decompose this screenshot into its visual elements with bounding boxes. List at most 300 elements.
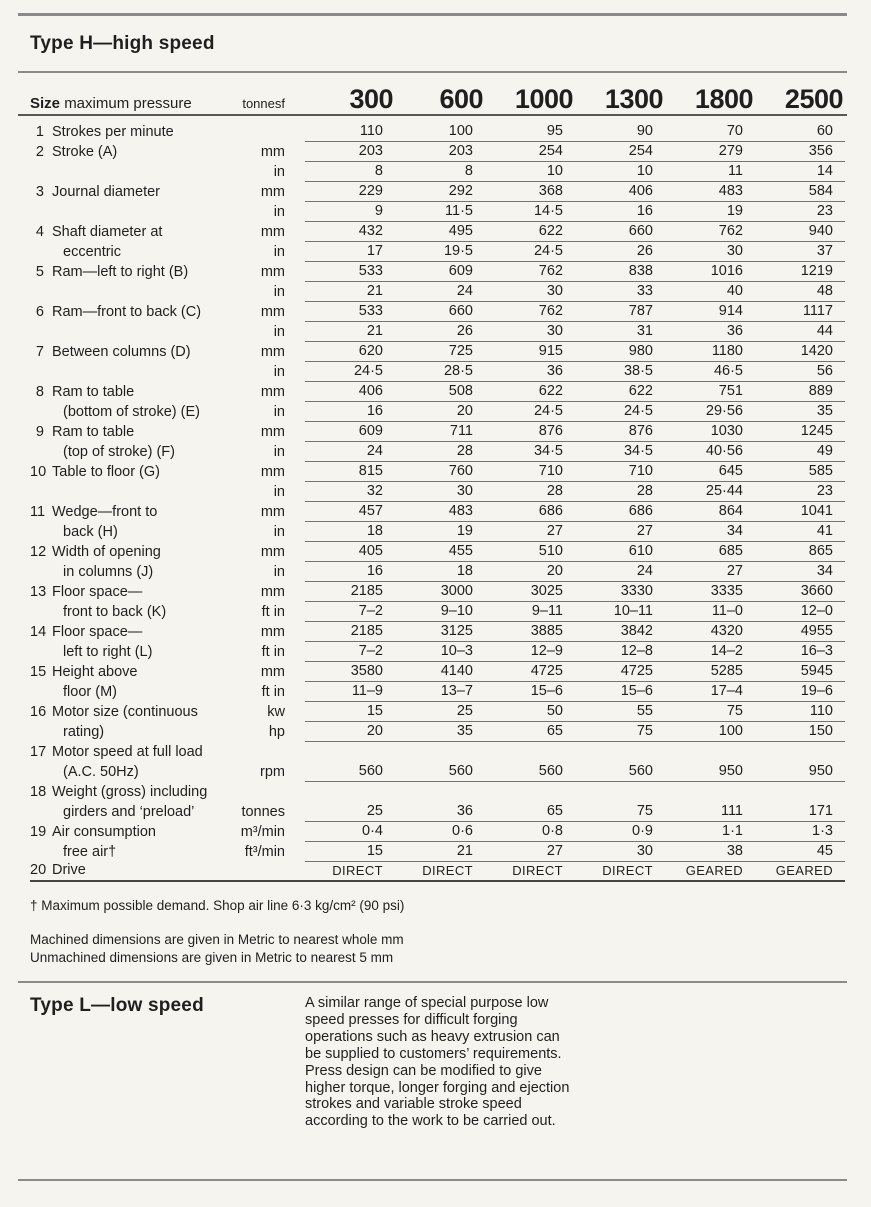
row-unit: hp	[268, 724, 285, 740]
table-line	[30, 142, 845, 162]
row-values	[305, 461, 845, 482]
row-values	[305, 821, 845, 842]
row-label: Stroke (A)	[52, 144, 118, 160]
value-cell: 560	[358, 763, 383, 779]
row-unit: in	[273, 324, 285, 340]
row-number	[30, 740, 44, 742]
value-cell: 40	[726, 283, 743, 299]
row-number: 7	[35, 344, 44, 360]
value-cell: 21	[456, 843, 473, 859]
value-cell: DIRECT	[332, 863, 383, 878]
row-values	[305, 561, 845, 582]
row-values	[305, 701, 845, 722]
value-cell: 405	[358, 543, 383, 559]
row-values	[305, 581, 845, 602]
value-cell: 254	[628, 143, 653, 159]
row-unit: mm	[260, 664, 285, 680]
value-cell: 29·56	[705, 403, 743, 419]
value-cell: 1245	[800, 423, 833, 439]
value-cell: 20	[366, 723, 383, 739]
value-cell: 18	[456, 563, 473, 579]
value-cell: 660	[448, 303, 473, 319]
value-cell: 14	[816, 163, 833, 179]
row-number	[30, 220, 44, 222]
value-cell: 18	[366, 523, 383, 539]
value-cell: 3025	[530, 583, 563, 599]
row-values	[305, 541, 845, 562]
value-cell: 762	[718, 223, 743, 239]
row-values	[305, 161, 845, 182]
row-label: floor (M)	[63, 684, 117, 700]
row-values	[305, 141, 845, 162]
value-cell: 150	[808, 723, 833, 739]
row-unit: mm	[260, 584, 285, 600]
row-values	[305, 441, 845, 462]
row-number: 16	[30, 704, 47, 720]
table-line	[30, 362, 845, 382]
row-number	[30, 700, 44, 702]
row-number	[30, 300, 44, 302]
table-line	[30, 182, 845, 202]
row-unit: ft in	[261, 684, 285, 700]
value-cell: 9	[374, 203, 383, 219]
size-label: Size	[30, 95, 61, 112]
row-unit: in	[273, 444, 285, 460]
table-line	[30, 562, 845, 582]
row-unit: mm	[260, 504, 285, 520]
value-cell: 15	[366, 843, 383, 859]
row-number: 9	[35, 424, 44, 440]
table-line	[30, 802, 845, 822]
value-cell: 279	[718, 143, 743, 159]
row-unit: kw	[267, 704, 285, 720]
row-label: Between columns (D)	[52, 344, 191, 360]
pressure-unit-header: tonnesf	[242, 96, 285, 111]
value-cell: 508	[448, 383, 473, 399]
row-label	[44, 500, 235, 502]
table-line	[30, 682, 845, 702]
value-cell: 11–9	[351, 683, 383, 699]
value-cell: 368	[538, 183, 563, 199]
table-line	[30, 602, 845, 622]
top-rule	[18, 13, 847, 16]
value-cell: 495	[448, 223, 473, 239]
value-cell: 24·5	[623, 403, 653, 419]
value-cell: 23	[816, 203, 833, 219]
value-cell: 21	[366, 323, 383, 339]
value-cell: 760	[448, 463, 473, 479]
table-line	[30, 642, 845, 662]
value-cell: 725	[448, 343, 473, 359]
value-cell: 21	[366, 283, 383, 299]
value-cell: 70	[726, 123, 743, 139]
row-label: Ram to table	[52, 384, 135, 400]
value-cell: 1180	[711, 343, 743, 359]
row-label: (A.C. 50Hz)	[63, 764, 139, 780]
value-cell: 3330	[620, 583, 653, 599]
value-cell: 5945	[800, 663, 833, 679]
value-cell: 34·5	[533, 443, 563, 459]
table-line	[30, 302, 845, 322]
row-label: Motor size (continuous	[52, 704, 198, 720]
row-number: 8	[35, 384, 44, 400]
row-values	[305, 341, 845, 362]
dagger-footnote: † Maximum possible demand. Shop air line 6·3 kg/cm² (90 psi)	[30, 898, 405, 913]
value-cell: 610	[628, 543, 653, 559]
value-cell: 406	[628, 183, 653, 199]
value-cell: 0·9	[632, 823, 653, 839]
bottom-rule	[18, 1179, 847, 1181]
row-unit: mm	[260, 264, 285, 280]
value-cell: 10	[636, 163, 653, 179]
table-line	[30, 342, 845, 362]
value-cell: 26	[636, 243, 653, 259]
row-unit: ft³/min	[244, 844, 285, 860]
value-cell: 0·4	[362, 823, 383, 839]
row-label	[44, 180, 235, 182]
value-cell: 65	[546, 803, 563, 819]
table-line	[30, 462, 845, 482]
table-line	[30, 422, 845, 442]
value-cell: 560	[538, 763, 563, 779]
row-number: 20	[30, 862, 47, 878]
row-values	[305, 521, 845, 542]
value-cell: 1016	[710, 263, 743, 279]
value-cell: 510	[538, 543, 563, 559]
size-header-1000: 1000	[514, 84, 573, 114]
value-cell: 229	[358, 183, 383, 199]
row-unit: ft in	[261, 644, 285, 660]
value-cell: 19	[456, 523, 473, 539]
value-cell: 36	[726, 323, 743, 339]
table-line	[30, 502, 845, 522]
value-cell: 15–6	[530, 683, 563, 699]
row-unit: in	[273, 564, 285, 580]
value-cell: 44	[816, 323, 833, 339]
table-line	[30, 542, 845, 562]
row-label: Ram—left to right (B)	[52, 264, 189, 280]
row-label: in columns (J)	[63, 564, 154, 580]
row-label: Shaft diameter at	[52, 224, 163, 240]
row-unit: mm	[260, 144, 285, 160]
value-cell: 762	[538, 263, 563, 279]
row-unit: mm	[260, 384, 285, 400]
value-cell: 38	[726, 843, 743, 859]
row-number	[30, 460, 44, 462]
value-cell: 33	[636, 283, 653, 299]
value-cell: 100	[448, 123, 473, 139]
row-values	[305, 281, 845, 302]
row-unit: in	[273, 404, 285, 420]
value-cell: 17–4	[710, 683, 743, 699]
row-values	[305, 761, 845, 782]
row-unit: mm	[260, 224, 285, 240]
value-cell: 10–3	[440, 643, 473, 659]
row-number	[30, 260, 44, 262]
row-label: girders and ‘preload’	[63, 804, 195, 820]
value-cell: 4140	[440, 663, 473, 679]
row-label: Floor space—	[52, 584, 143, 600]
value-cell: 10	[546, 163, 563, 179]
value-cell: 11·5	[445, 203, 473, 219]
row-label: Ram—front to back (C)	[52, 304, 202, 320]
value-cell: 1·3	[812, 823, 833, 839]
value-cell: 36	[456, 803, 473, 819]
row-label: Weight (gross) including	[52, 784, 208, 800]
row-number: 6	[35, 304, 44, 320]
table-line	[30, 482, 845, 502]
value-cell: 30	[546, 283, 563, 299]
row-label	[44, 340, 235, 342]
value-cell: 27	[726, 563, 743, 579]
row-unit: mm	[260, 344, 285, 360]
row-values	[305, 421, 845, 442]
row-label: eccentric	[63, 244, 122, 260]
value-cell: 686	[628, 503, 653, 519]
row-unit: mm	[260, 464, 285, 480]
row-label: Air consumption	[52, 824, 156, 840]
size-label-rest: maximum pressure	[64, 95, 192, 112]
row-label	[44, 380, 235, 382]
header-top-rule	[18, 71, 847, 73]
value-cell: 7–2	[358, 603, 383, 619]
value-cell: 46·5	[713, 363, 743, 379]
value-cell: 20	[456, 403, 473, 419]
row-number: 18	[30, 784, 47, 800]
value-cell: 751	[718, 383, 743, 399]
value-cell: 620	[358, 343, 383, 359]
value-cell: 15–6	[620, 683, 653, 699]
value-cell: 19	[726, 203, 743, 219]
value-cell: 171	[808, 803, 833, 819]
row-values	[305, 661, 845, 682]
size-header-300: 300	[349, 84, 393, 114]
value-cell: 356	[808, 143, 833, 159]
value-cell: 16–3	[800, 643, 833, 659]
row-values	[305, 481, 845, 502]
value-cell: 710	[538, 463, 563, 479]
table-line	[30, 782, 845, 802]
section-l-paragraph: A similar range of special purpose low speed presses for difficult forging operations such as heavy extrusion can be supplied to customers’ requirements. Press design can be modified to give higher torque, longer forging and ejection strokes and variable stroke speed according to the work to be carried out.	[305, 995, 570, 1130]
spec-table-header	[30, 84, 845, 114]
row-number	[30, 660, 44, 662]
value-cell: 56	[816, 363, 833, 379]
value-cell: 838	[628, 263, 653, 279]
table-line	[30, 822, 845, 842]
value-cell: 34	[816, 563, 833, 579]
value-cell: 16	[636, 203, 653, 219]
row-number: 12	[30, 544, 47, 560]
row-number: 4	[35, 224, 44, 240]
row-unit: mm	[260, 624, 285, 640]
value-cell: 35	[816, 403, 833, 419]
row-unit: in	[273, 204, 285, 220]
row-values	[305, 862, 845, 880]
table-line	[30, 762, 845, 782]
value-cell: 19–6	[800, 683, 833, 699]
row-label: Table to floor (G)	[52, 464, 160, 480]
value-cell: 203	[358, 143, 383, 159]
value-cell: 100	[718, 723, 743, 739]
value-cell: 34	[726, 523, 743, 539]
value-cell: 95	[546, 123, 563, 139]
size-column-header	[30, 95, 235, 112]
value-cell: 762	[538, 303, 563, 319]
value-cell: 915	[538, 343, 563, 359]
table-line	[30, 622, 845, 642]
value-cell: 622	[538, 223, 563, 239]
row-number: 10	[30, 464, 47, 480]
table-line	[30, 722, 845, 742]
spec-table-body	[30, 122, 845, 882]
value-cell: 75	[636, 723, 653, 739]
value-cell: 1·1	[722, 823, 743, 839]
value-cell: 26	[456, 323, 473, 339]
row-unit: mm	[260, 304, 285, 320]
row-label: front to back (K)	[63, 604, 167, 620]
value-cell: 111	[720, 803, 743, 819]
table-line	[30, 662, 845, 682]
row-unit: ft in	[261, 604, 285, 620]
value-cell: 865	[808, 543, 833, 559]
value-cell: 55	[636, 703, 653, 719]
value-cell: 11–0	[711, 603, 743, 619]
value-cell: 203	[448, 143, 473, 159]
row-number	[30, 380, 44, 382]
row-number	[30, 180, 44, 182]
value-cell: 30	[636, 843, 653, 859]
row-unit: in	[273, 364, 285, 380]
value-cell: 10–11	[613, 603, 653, 619]
row-number	[30, 340, 44, 342]
value-cell: 23	[816, 483, 833, 499]
row-unit: in	[273, 244, 285, 260]
value-cell: 560	[448, 763, 473, 779]
value-cell: 4725	[620, 663, 653, 679]
row-label: Motor speed at full load	[52, 744, 203, 760]
value-cell: 24·5	[533, 243, 563, 259]
value-cell: 1420	[800, 343, 833, 359]
row-number	[30, 780, 44, 782]
value-cell: 864	[718, 503, 743, 519]
value-cell: 292	[448, 183, 473, 199]
row-number: 14	[30, 624, 47, 640]
value-cell: 0·6	[452, 823, 473, 839]
value-cell: 24	[456, 283, 473, 299]
value-cell: 8	[464, 163, 473, 179]
value-cell: DIRECT	[512, 863, 563, 878]
value-cell: 3000	[440, 583, 473, 599]
value-cell: 710	[628, 463, 653, 479]
value-cell: 432	[358, 223, 383, 239]
value-cell: 4725	[530, 663, 563, 679]
value-cell: 1030	[710, 423, 743, 439]
value-cell: 41	[816, 523, 833, 539]
value-cell: 30	[546, 323, 563, 339]
table-line	[30, 442, 845, 462]
value-cell: 455	[448, 543, 473, 559]
value-cell: 90	[636, 123, 653, 139]
value-cell: 24·5	[533, 403, 563, 419]
value-cell: 28·5	[443, 363, 473, 379]
value-cell: 660	[628, 223, 653, 239]
value-cell: 4955	[800, 623, 833, 639]
row-number	[30, 540, 44, 542]
row-number	[30, 500, 44, 502]
value-cell: 24·5	[353, 363, 383, 379]
value-cell: 27	[636, 523, 653, 539]
value-cell: 31	[636, 323, 653, 339]
row-unit: rpm	[260, 764, 285, 780]
row-label: rating)	[63, 724, 105, 740]
row-unit: in	[273, 524, 285, 540]
value-cell: 25	[366, 803, 383, 819]
value-cell: 980	[628, 343, 653, 359]
value-cell: 75	[726, 703, 743, 719]
row-label: Journal diameter	[52, 184, 160, 200]
row-number	[30, 820, 44, 822]
row-number: 17	[30, 744, 47, 760]
value-cell: 15	[366, 703, 383, 719]
row-unit: tonnes	[241, 804, 285, 820]
value-cell: 3125	[440, 623, 473, 639]
value-cell: 30	[456, 483, 473, 499]
size-header-600: 600	[439, 84, 483, 114]
row-number: 15	[30, 664, 47, 680]
table-line	[30, 522, 845, 542]
value-cell: 5285	[710, 663, 743, 679]
table-line	[30, 322, 845, 342]
row-number	[30, 420, 44, 422]
unmachined-note: Unmachined dimensions are given in Metric to nearest 5 mm	[30, 949, 394, 965]
value-cell: 27	[546, 523, 563, 539]
value-cell: GEARED	[685, 863, 743, 878]
row-values	[305, 621, 845, 642]
value-cell: 50	[546, 703, 563, 719]
row-values	[305, 361, 845, 382]
row-label: (bottom of stroke) (E)	[63, 404, 200, 420]
value-cell: 4320	[710, 623, 743, 639]
value-cell: 0·8	[542, 823, 563, 839]
value-cell: 1041	[800, 503, 833, 519]
row-unit: mm	[260, 424, 285, 440]
value-cell: DIRECT	[602, 863, 653, 878]
value-cell: 7–2	[358, 643, 383, 659]
table-line	[30, 382, 845, 402]
value-cell: 8	[374, 163, 383, 179]
table-line	[30, 842, 845, 862]
section-h-title: Type H—high speed	[30, 33, 215, 54]
row-values	[305, 381, 845, 402]
value-cell: 3580	[350, 663, 383, 679]
row-unit: mm	[260, 544, 285, 560]
value-cell: 950	[808, 763, 833, 779]
value-cell: 12–8	[620, 643, 653, 659]
table-line	[30, 122, 845, 142]
row-label: back (H)	[63, 524, 118, 540]
machined-note: Machined dimensions are given in Metric to nearest whole mm	[30, 932, 404, 947]
row-label	[44, 300, 235, 302]
row-label: Width of opening	[52, 544, 161, 560]
value-cell: 3335	[710, 583, 743, 599]
value-cell: 14·5	[533, 203, 563, 219]
value-cell: 24	[636, 563, 653, 579]
table-line	[30, 202, 845, 222]
value-cell: 483	[718, 183, 743, 199]
table-line	[30, 742, 845, 762]
value-cell: 65	[546, 723, 563, 739]
value-cell: 889	[808, 383, 833, 399]
